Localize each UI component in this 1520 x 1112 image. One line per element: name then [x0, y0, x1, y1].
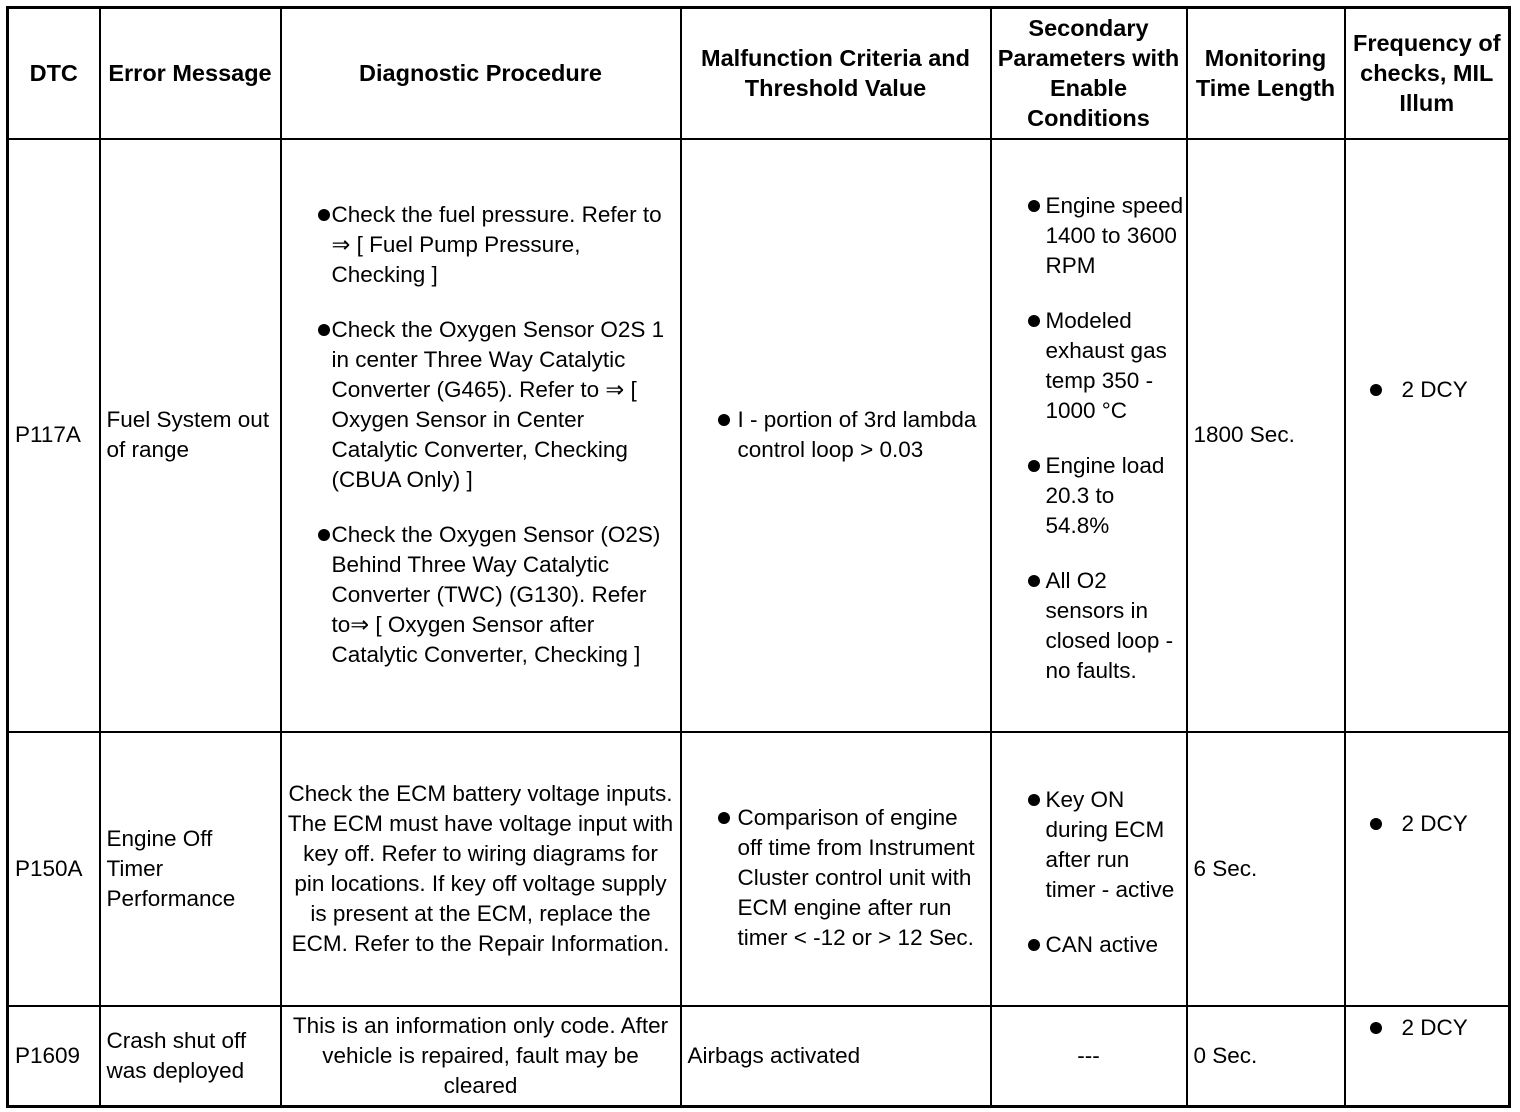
- header-diagnostic-procedure: Diagnostic Procedure: [281, 8, 681, 139]
- malfunction-criteria: [681, 139, 991, 733]
- table-row: [8, 139, 1510, 733]
- header-monitoring-time: Monitoring Time Length: [1187, 8, 1345, 139]
- frequency-list: [1352, 375, 1503, 405]
- secondary-parameters: ---: [991, 1006, 1187, 1106]
- procedure-step: Check the Oxygen Sensor (O2S) Behind Three Way Catalytic Converter (TWC) (G130). Refer to⇒ [ Oxygen Sensor after Catalytic Converter, Checking ]: [300, 520, 676, 670]
- header-error-message: Error Message: [100, 8, 281, 139]
- secondary-item: Key ON during ECM after run timer - active: [1010, 785, 1184, 905]
- procedure-list: [300, 200, 676, 670]
- procedure-step: Check the fuel pressure. Refer to ⇒ [ Fuel Pump Pressure, Checking ]: [300, 200, 676, 290]
- secondary-item: Engine load 20.3 to 54.8%: [1010, 451, 1184, 541]
- procedure-step: Check the Oxygen Sensor O2S 1 in center Three Way Catalytic Converter (G465). Refer to ⇒ [ Oxygen Sensor in Center Catalytic Converter, Checking (CBUA Only) ]: [300, 315, 676, 495]
- monitoring-time: 0 Sec.: [1187, 1006, 1345, 1106]
- dtc-code: P150A: [8, 732, 100, 1006]
- frequency: [1345, 139, 1510, 733]
- table-row: [8, 732, 1510, 1006]
- secondary-parameters: [991, 732, 1187, 1006]
- secondary-list: [1010, 785, 1184, 960]
- dtc-code: P1609: [8, 1006, 100, 1106]
- header-malfunction-criteria: Malfunction Criteria and Threshold Value: [681, 8, 991, 139]
- diagnostic-procedure: [281, 139, 681, 733]
- secondary-item: All O2 sensors in closed loop - no faults.: [1010, 566, 1184, 686]
- header-frequency: Frequency of checks, MIL Illum: [1345, 8, 1510, 139]
- frequency: [1345, 732, 1510, 1006]
- criteria-list: [700, 405, 986, 465]
- diagnostic-procedure: Check the ECM battery voltage inputs. The ECM must have voltage input with key off. Refer to wiring diagrams for pin locations. If key off voltage supply is present at the ECM, replace the ECM. Refer to the Repair Information.: [281, 732, 681, 1006]
- malfunction-criteria: Airbags activated: [681, 1006, 991, 1106]
- dtc-table: [6, 6, 1511, 1108]
- frequency-list: [1352, 809, 1503, 839]
- table-row: [8, 1006, 1510, 1106]
- secondary-item: Modeled exhaust gas temp 350 - 1000 °C: [1010, 306, 1184, 426]
- frequency-list: [1352, 1013, 1503, 1043]
- error-message: Crash shut off was deployed: [100, 1006, 281, 1106]
- header-dtc: DTC: [8, 8, 100, 139]
- secondary-item: Engine speed 1400 to 3600 RPM: [1010, 191, 1184, 281]
- monitoring-time: 6 Sec.: [1187, 732, 1345, 1006]
- diagnostic-procedure: This is an information only code. After vehicle is repaired, fault may be cleared: [281, 1006, 681, 1106]
- frequency-item: 2 DCY: [1352, 809, 1503, 839]
- table-header-row: [8, 8, 1510, 139]
- secondary-item: CAN active: [1010, 930, 1184, 960]
- criteria-item: Comparison of engine off time from Instrument Cluster control unit with ECM engine after run timer < -12 or > 12 Sec.: [700, 803, 986, 953]
- dtc-code: P117A: [8, 139, 100, 733]
- frequency: [1345, 1006, 1510, 1106]
- malfunction-criteria: [681, 732, 991, 1006]
- error-message: Fuel System out of range: [100, 139, 281, 733]
- monitoring-time: 1800 Sec.: [1187, 139, 1345, 733]
- secondary-list: [1010, 191, 1184, 686]
- header-secondary-parameters: Secondary Parameters with Enable Conditions: [991, 8, 1187, 139]
- error-message: Engine Off Timer Performance: [100, 732, 281, 1006]
- secondary-parameters: [991, 139, 1187, 733]
- frequency-item: 2 DCY: [1352, 1013, 1503, 1043]
- frequency-item: 2 DCY: [1352, 375, 1503, 405]
- criteria-item: I - portion of 3rd lambda control loop > 0.03: [700, 405, 986, 465]
- criteria-list: [700, 803, 986, 953]
